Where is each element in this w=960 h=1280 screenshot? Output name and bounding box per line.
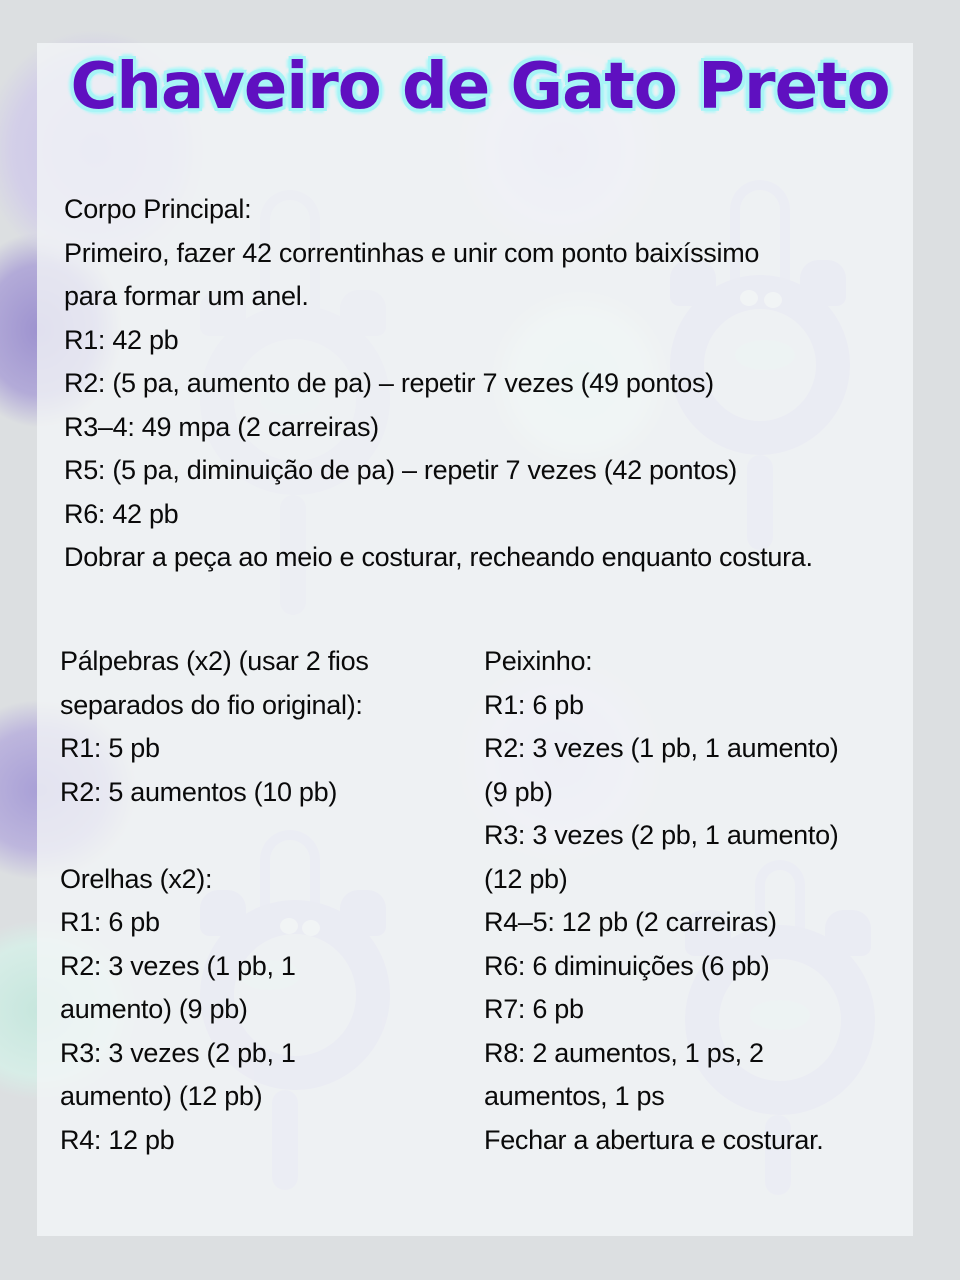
instruction-line: R8: 2 aumentos, 1 ps, 2 <box>484 1037 764 1068</box>
instruction-line: R6: 42 pb <box>64 498 179 529</box>
instruction-line: R2: 3 vezes (1 pb, 1 <box>60 950 296 981</box>
instruction-line: R3: 3 vezes (2 pb, 1 aumento) <box>484 820 839 850</box>
instruction-line: R3: 3 vezes (2 pb, 1 <box>60 1037 296 1068</box>
section-heading: Peixinho: <box>484 646 593 676</box>
column-left <box>60 640 440 1162</box>
instruction-line: R2: 5 aumentos (10 pb) <box>60 776 338 807</box>
instruction-line: aumentos, 1 ps <box>484 1081 665 1111</box>
instruction-line: R2: (5 pa, aumento de pa) – repetir 7 vezes (49 pontos) <box>64 368 714 398</box>
instruction-line: R1: 5 pb <box>60 733 160 763</box>
instruction-line: R3–4: 49 mpa (2 carreiras) <box>64 411 379 442</box>
instruction-line: Primeiro, fazer 42 correntinhas e unir com ponto baixíssimo <box>64 237 760 268</box>
section-heading: separados do fio original): <box>60 689 363 720</box>
instruction-line: R7: 6 pb <box>484 994 584 1024</box>
instruction-line: R2: 3 vezes (1 pb, 1 aumento) <box>484 733 839 763</box>
section-heading: Orelhas (x2): <box>60 863 213 894</box>
page-title: Chaveiro de Gato Preto <box>70 50 890 124</box>
instruction-line: R1: 6 pb <box>60 907 160 937</box>
instruction-line: R5: (5 pa, diminuição de pa) – repetir 7 vezes (42 pontos) <box>64 455 737 485</box>
instruction-line: Dobrar a peça ao meio e costurar, recheando enquanto costura. <box>64 542 813 572</box>
section-corpo-principal <box>64 188 924 580</box>
section-peixinho <box>484 640 904 1162</box>
instruction-line: para formar um anel. <box>64 281 309 311</box>
section-heading: Pálpebras (x2) (usar 2 fios <box>60 646 369 676</box>
instruction-line: R1: 42 pb <box>64 324 179 355</box>
instruction-line: aumento) (9 pb) <box>60 994 248 1024</box>
instruction-line: (9 pb) <box>484 776 553 807</box>
instruction-line: Fechar a abertura e costurar. <box>484 1124 824 1155</box>
instruction-line: aumento) (12 pb) <box>60 1081 263 1111</box>
instruction-line: R4: 12 pb <box>60 1124 175 1155</box>
section-palpebras <box>60 640 440 814</box>
section-orelhas <box>60 858 440 1163</box>
instruction-line: R1: 6 pb <box>484 689 584 720</box>
section-spacer <box>60 814 440 858</box>
instruction-line: (12 pb) <box>484 863 568 894</box>
instruction-line: R6: 6 diminuições (6 pb) <box>484 950 770 981</box>
instruction-line: R4–5: 12 pb (2 carreiras) <box>484 907 777 937</box>
section-heading: Corpo Principal: <box>64 194 252 224</box>
